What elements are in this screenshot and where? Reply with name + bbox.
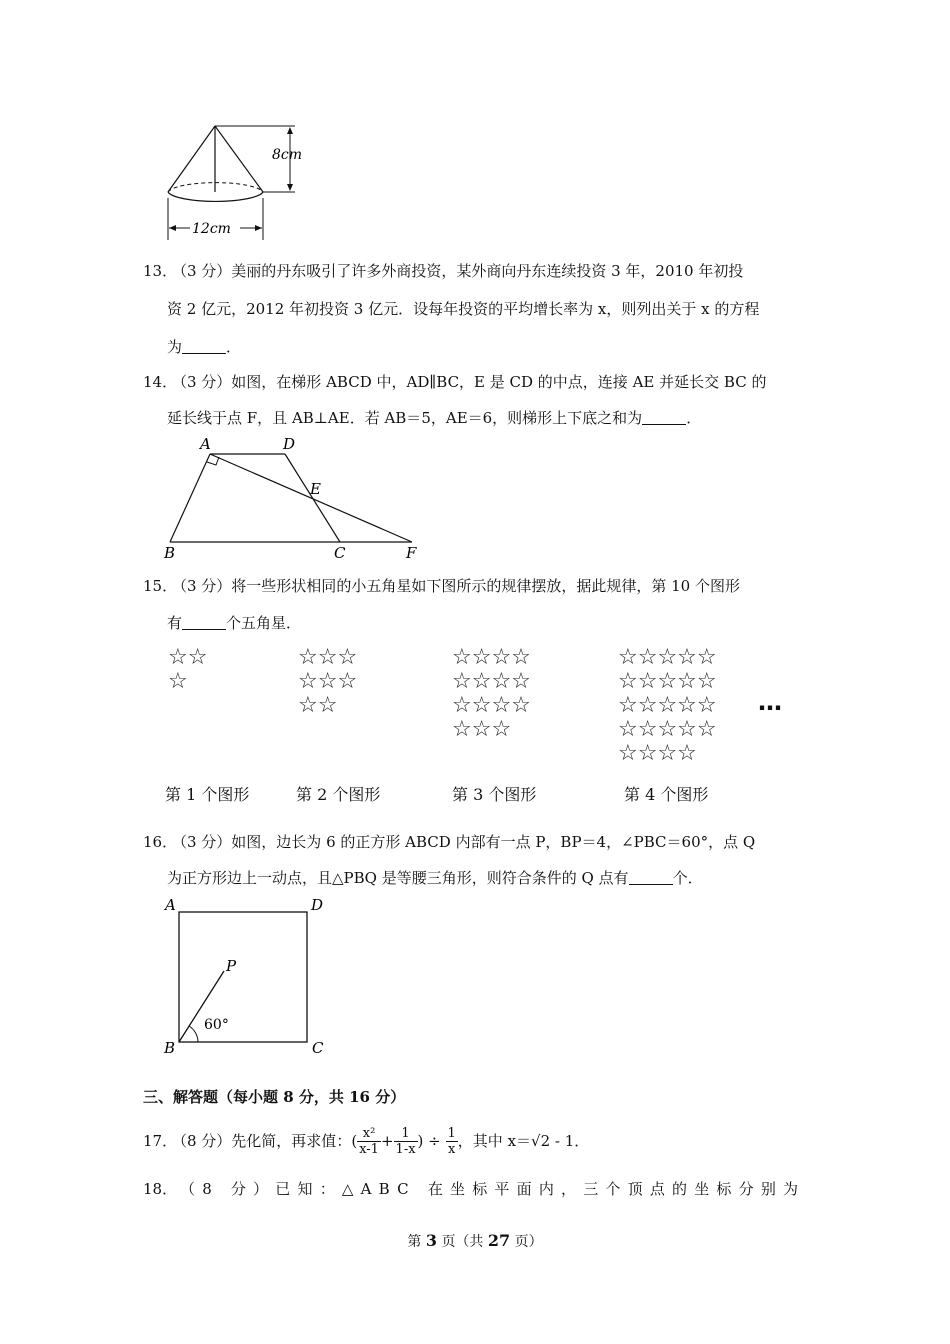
trap-label-a: A bbox=[200, 436, 211, 453]
q16-number: 16． bbox=[143, 833, 178, 851]
star-figure-3 bbox=[452, 646, 531, 742]
q17-frac2-num: 1 bbox=[394, 1126, 418, 1142]
q17-frac3-den: x bbox=[447, 1141, 456, 1157]
footer-total-pages: 27 bbox=[487, 1231, 511, 1250]
q13-line3-pre: 为 bbox=[167, 338, 183, 356]
star-figure-1 bbox=[168, 646, 207, 694]
square-figure bbox=[160, 895, 340, 1060]
q14-line2-pre: 延长线于点 F，且 AB⊥AE．若 AB＝5，AE＝6，则梯形上下底之和为 bbox=[167, 409, 643, 427]
square-label-a: A bbox=[165, 896, 176, 914]
q15-line2-post: 个五角星． bbox=[226, 614, 302, 632]
q15-line2 bbox=[167, 613, 301, 633]
trapezoid-figure bbox=[160, 436, 430, 561]
star-row: ☆☆☆☆☆ bbox=[618, 645, 717, 670]
q17-frac2-den: 1-x bbox=[395, 1141, 416, 1157]
q17-frac1-den: x-1 bbox=[359, 1141, 379, 1157]
q14-line2-post: ． bbox=[686, 409, 702, 427]
star-caption-2: 第 2 个图形 bbox=[296, 785, 381, 804]
footer-pre: 第 bbox=[407, 1234, 422, 1250]
star-caption-4: 第 4 个图形 bbox=[624, 785, 709, 804]
q18-number: 18． bbox=[143, 1180, 178, 1198]
star-row: ☆☆☆ bbox=[298, 669, 358, 694]
star-row: ☆☆☆☆ bbox=[452, 669, 531, 694]
q13-line3 bbox=[167, 337, 241, 357]
q14-line1: （3 分）如图，在梯形 ABCD 中，AD∥BC，E 是 CD 的中点，连接 AE 并延长交 BC 的 bbox=[172, 373, 767, 391]
section-title: 三、解答题（每小题 8 分，共 16 分） bbox=[143, 1088, 406, 1106]
q17-fraction-3 bbox=[446, 1126, 458, 1157]
footer-page-number: 3 bbox=[425, 1231, 437, 1250]
cone-height-label: 8cm bbox=[272, 147, 303, 163]
star-row: ☆☆☆☆ bbox=[452, 645, 531, 670]
star-row: ☆☆☆☆☆ bbox=[618, 693, 717, 718]
divide-sign: ÷ bbox=[423, 1132, 446, 1150]
q15-line1: （3 分）将一些形状相同的小五角星如下图所示的规律摆放，据此规律，第 10 个图形 bbox=[172, 577, 740, 595]
star-row: ☆☆ bbox=[168, 645, 208, 670]
footer-post: 页） bbox=[514, 1234, 543, 1250]
q17-pre: （8 分）先化简，再求值： bbox=[172, 1132, 352, 1150]
star-caption-3: 第 3 个图形 bbox=[452, 785, 537, 804]
star-row: ☆☆☆☆☆ bbox=[618, 669, 717, 694]
star-row: ☆☆☆☆☆ bbox=[618, 717, 717, 742]
trap-label-f: F bbox=[406, 544, 417, 561]
star-row: ☆ bbox=[168, 669, 188, 694]
q17-post: ，其中 x＝√2 - 1． bbox=[457, 1132, 590, 1150]
cone-width-label: 12cm bbox=[192, 221, 231, 237]
star-row: ☆☆☆☆ bbox=[452, 693, 531, 718]
square-label-d: D bbox=[311, 896, 324, 914]
q16-line1: （3 分）如图，边长为 6 的正方形 ABCD 内部有一点 P，BP＝4，∠PBC＝60°，点 Q bbox=[172, 833, 756, 851]
page-footer bbox=[0, 1231, 950, 1251]
q17-frac1-num: x² bbox=[357, 1126, 381, 1142]
trap-label-c: C bbox=[334, 544, 346, 561]
q15-line2-pre: 有 bbox=[167, 614, 183, 632]
square-label-c: C bbox=[312, 1039, 324, 1057]
q15-answer-blank bbox=[182, 615, 226, 630]
star-row: ☆☆☆ bbox=[298, 645, 358, 670]
q17-frac3-num: 1 bbox=[447, 1125, 456, 1141]
star-figure-2 bbox=[298, 646, 357, 718]
q17-expression bbox=[172, 1120, 589, 1162]
q15-number: 15． bbox=[143, 577, 178, 595]
star-row: ☆☆☆☆ bbox=[618, 741, 697, 766]
q17-fraction-1 bbox=[357, 1126, 381, 1157]
q13-line3-post: ． bbox=[226, 338, 242, 356]
star-caption-1: 第 1 个图形 bbox=[165, 785, 250, 804]
q13-number: 13． bbox=[143, 262, 178, 280]
q16-line2-pre: 为正方形边上一动点，且△PBQ 是等腰三角形，则符合条件的 Q 点有 bbox=[167, 869, 629, 887]
square-label-b: B bbox=[164, 1039, 176, 1057]
star-row: ☆☆ bbox=[298, 693, 338, 718]
trap-label-b: B bbox=[164, 544, 176, 561]
star-figure-4 bbox=[618, 646, 717, 766]
cone-figure bbox=[160, 118, 320, 243]
footer-mid: 页（共 bbox=[441, 1234, 484, 1250]
star-row: ☆☆☆ bbox=[452, 717, 512, 742]
q14-line2 bbox=[167, 408, 701, 428]
q13-line1: （3 分）美丽的丹东吸引了许多外商投资，某外商向丹东连续投资 3 年，2010 年初投 bbox=[172, 262, 744, 280]
q16-line2 bbox=[167, 868, 703, 888]
q18-line1: （8 分）已知：△ABC 在坐标平面内，三个顶点的坐标分别为 bbox=[180, 1180, 806, 1198]
q17-fraction-2 bbox=[394, 1126, 418, 1157]
trap-label-d: D bbox=[283, 436, 296, 453]
q14-number: 14． bbox=[143, 373, 178, 391]
q16-answer-blank bbox=[629, 870, 673, 885]
q13-answer-blank bbox=[182, 339, 226, 354]
plus-sign: + bbox=[380, 1132, 394, 1150]
q13-line2: 资 2 亿元，2012 年初投资 3 亿元．设每年投资的平均增长率为 x，则列出关于 x 的方程 bbox=[167, 300, 760, 318]
square-label-p: P bbox=[226, 957, 237, 975]
q17-number: 17． bbox=[143, 1132, 178, 1150]
q14-answer-blank bbox=[642, 410, 686, 425]
angle-label: 60° bbox=[204, 1017, 229, 1033]
q16-line2-post: 个． bbox=[672, 869, 703, 887]
paren-close: ) bbox=[417, 1132, 424, 1150]
paren-open: ( bbox=[351, 1132, 358, 1150]
trap-label-e: E bbox=[310, 480, 321, 498]
star-ellipsis: … bbox=[758, 688, 782, 716]
